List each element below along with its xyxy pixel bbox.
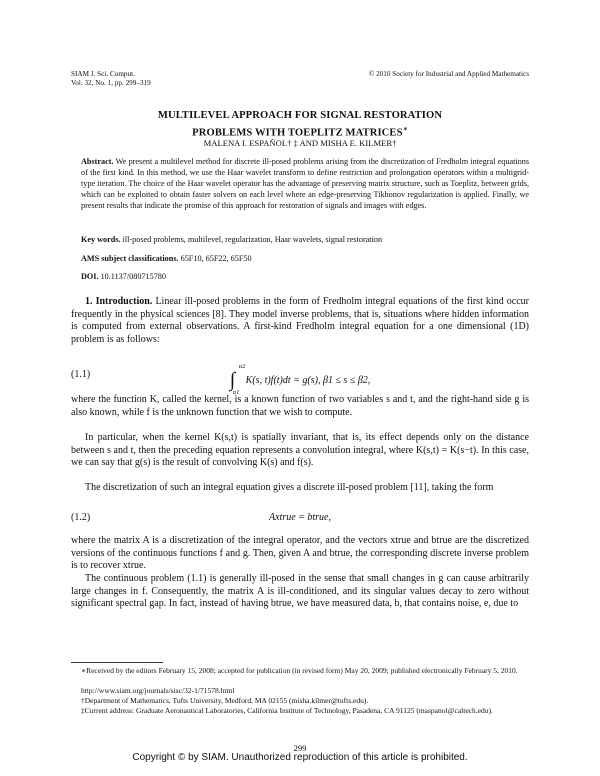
equation-number: (1.2) bbox=[71, 512, 91, 523]
keywords bbox=[81, 235, 529, 246]
footnote-affiliation: †Department of Mathematics, Tufts University, Medford, MA 02155 (misha.kilmer@tufts.edu). bbox=[81, 696, 369, 705]
abstract-text: We present a multilevel method for discrete ill-posed problems arising from the discretization of Fredholm integral equations of the first kind. In this method, we use the Haar wavelet transform to define restriction and prolongation operators within a multigrid-type iteration. The choice of the Haar wavelet operator has the advantage of preserving matrix structure, such as Toeplitz, between grids, which can be exploited to obtain faster solvers on each level where an edge-preserving Tikhonov regularization is applied. Finally, we present results that indicate the promise of this approach for restoration of signals and images with edges. bbox=[81, 157, 530, 210]
equation-body: K(s, t)f(t)dt = g(s), β1 ≤ s ≤ β2, bbox=[245, 374, 371, 386]
title-footnote-mark: ∗ bbox=[402, 123, 408, 133]
equation-body: Axtrue = btrue, bbox=[268, 512, 331, 523]
paper-title bbox=[71, 110, 529, 140]
intro-paragraph-6: The continuous problem (1.1) is generally ill-posed in the sense that small changes in g can cause arbitrarily large changes in f. Consequently, the matrix A is ill-conditioned, and its singular values decay to zero without significant spectral gap. In fact, instead of having btrue, we have measured data, b, that contains noise, e, due to bbox=[71, 573, 529, 610]
intro-paragraph-4: The discretization of such an integral equation gives a discrete ill-posed problem [11], taking the form bbox=[85, 482, 494, 493]
equation-number: (1.1) bbox=[71, 369, 91, 380]
doi-label: DOI. bbox=[81, 272, 99, 281]
intro-paragraph-1: 1. Introduction. Linear ill-posed problems in the form of Fredholm integral equations of the first kind occur frequently in the physical sciences [8]. They model inverse problems, that is, situations where hidden information is computed from external observations. A first-kind Fredholm integral equation for a one dimensional (1D) problem is as follows: bbox=[71, 296, 529, 346]
title-line-1: MULTILEVEL APPROACH FOR SIGNAL RESTORATION bbox=[157, 110, 443, 121]
keywords-label: Key words. bbox=[81, 235, 121, 244]
keywords-text: ill-posed problems, multilevel, regularization, Haar wavelets, signal restoration bbox=[122, 235, 383, 244]
section-heading: 1. Introduction. bbox=[85, 296, 153, 307]
intro-paragraph-5: where the matrix A is a discretization of the integral operator, and the vectors xtrue and btrue are the discretized versions of the continuous functions f and g. Then, given A and btrue, the corresponding discrete inverse problem is to recover xtrue. bbox=[71, 535, 529, 572]
intro-paragraph-3: In particular, when the kernel K(s,t) is spatially invariant, that is, its effect depends only on the distance between s and t, then the preceding equation represents a convolution integral, where K(s,t) = K(s−t). In this case, we can say that g(s) is the result of convolving K(s) and f(s). bbox=[71, 432, 529, 469]
footnote-url: http://www.siam.org/journals/sisc/32-1/71578.html bbox=[81, 686, 235, 695]
footnote-rule bbox=[71, 662, 163, 663]
footnote-received: ∗Received by the editors February 15, 2008; accepted for publication (in revised form) May 20, 2009; published electronically February 5, 2010. bbox=[81, 666, 518, 675]
doi-text: 10.1137/080715780 bbox=[100, 272, 166, 281]
upper-limit: α2 bbox=[238, 363, 246, 370]
lower-limit: α1 bbox=[232, 389, 240, 396]
doi bbox=[81, 272, 529, 283]
abstract-label: Abstract. bbox=[81, 157, 114, 166]
ams-classifications bbox=[81, 254, 529, 265]
abstract bbox=[81, 157, 529, 212]
page-number: 299 bbox=[293, 743, 307, 753]
journal-name: SIAM J. Sci. Comput. bbox=[71, 70, 135, 78]
title-line-2: PROBLEMS WITH TOEPLITZ MATRICES bbox=[192, 127, 403, 139]
society-copyright: © 2010 Society for Industrial and Applied Mathematics bbox=[368, 70, 529, 78]
intro-paragraph-2: where the function K, called the kernel, is a known function of two variables s and t, and the right-hand side g is also known, while f is the unknown function that we wish to compute. bbox=[71, 394, 529, 418]
footnote-current-address: ‡Current address: Graduate Aeronautical Laboratories, California Institute of Technology, Pasadena, CA 91125 (maspanol@caltech.edu). bbox=[81, 706, 493, 715]
equation-1-2 bbox=[71, 505, 529, 531]
volume-info: Vol. 32, No. 1, pp. 299–319 bbox=[71, 79, 151, 87]
ams-label: AMS subject classifications. bbox=[81, 254, 179, 263]
ams-text: 65F10, 65F22, 65F50 bbox=[180, 254, 252, 263]
author-list: MALENA I. ESPAÑOL† ‡ AND MISHA E. KILMER† bbox=[203, 138, 397, 148]
equation-1-1 bbox=[71, 362, 529, 396]
integral-sign: ∫ α2 α1 bbox=[229, 363, 246, 396]
copyright-notice: Copyright © by SIAM. Unauthorized reproduction of this article is prohibited. bbox=[132, 752, 468, 763]
